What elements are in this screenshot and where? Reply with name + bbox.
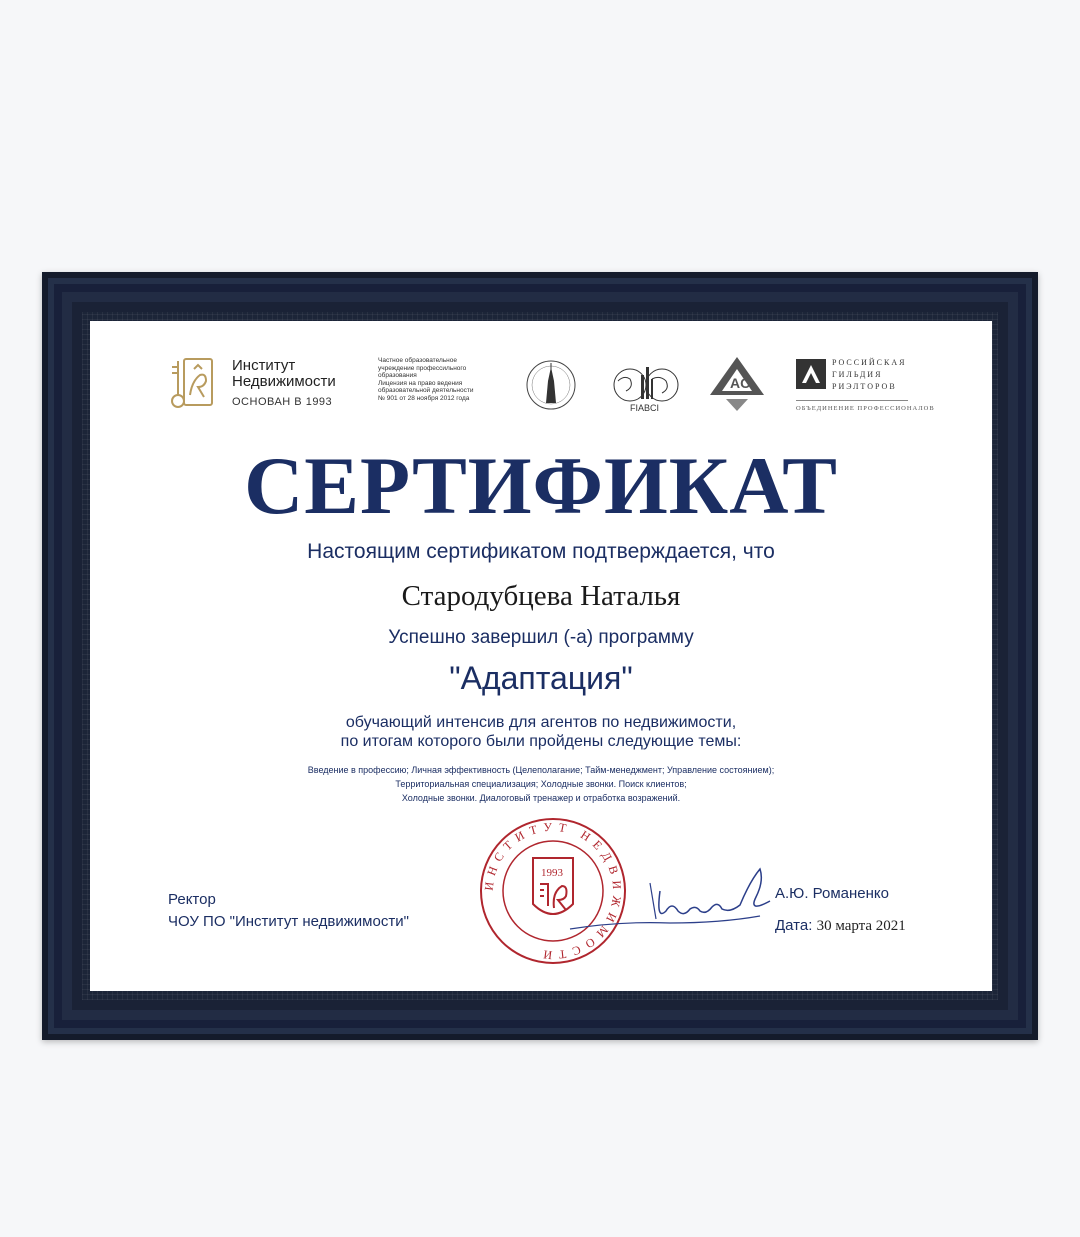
certificate-frame — [42, 272, 1038, 1040]
program-name: "Адаптация" — [449, 660, 633, 696]
completed-text: Успешно завершил (-а) программу — [388, 627, 694, 648]
certificate-title: СЕРТИФИКАТ — [244, 440, 838, 531]
fiabci-label: FIABCI — [630, 403, 660, 413]
svg-text:AC: AC — [730, 375, 751, 391]
rector-label: Ректор — [168, 891, 216, 908]
rgr-subtitle: ОБЪЕДИНЕНИЕ ПРОФЕССИОНАЛОВ — [796, 405, 935, 412]
rgr-name: РОССИЙСКАЯ ГИЛЬДИЯ РИЭЛТОРОВ — [832, 358, 907, 391]
confirm-text: Настоящим сертификатом подтверждается, что — [307, 540, 775, 563]
rector-name: А.Ю. Романенко — [775, 885, 889, 902]
academy-tower-logo-icon — [525, 359, 577, 411]
rector-signature-icon — [560, 861, 780, 941]
institute-founded: ОСНОВАН В 1993 — [232, 396, 333, 408]
rgr-logo-icon — [796, 359, 826, 393]
seal-year: 1993 — [541, 867, 563, 879]
date-row — [775, 917, 906, 935]
topics-list: Введение в профессию; Личная эффективность (Целеполагание; Тайм-менеджмент; Управление состоянием); Территориальная специализация; Холодные звонки. Поиск клиентов; Холодные звонки. Диалоговый тренажер и отработка возражений. — [307, 765, 775, 803]
institute-logo-icon — [168, 355, 216, 411]
rgr-divider — [796, 400, 908, 401]
institute-name: Институт Недвижимости — [232, 357, 336, 390]
program-description: обучающий интенсив для агентов по недвижимости, по итогам которого были пройдены следующие темы: — [340, 714, 742, 750]
certificate-sheet — [90, 321, 992, 991]
association-diamond-logo-icon — [708, 355, 766, 413]
date-label: Дата: — [775, 917, 813, 934]
recipient-name: Стародубцева Наталья — [401, 580, 681, 612]
license-text: Частное образовательное учреждение профессильного образования Лицензия на право ведения образовательной деятельности № 901 от 28 ноября 2012 года — [378, 357, 474, 402]
seal-text: ИНСТИТУТ НЕДВИЖИМОСТИ — [481, 819, 625, 963]
rector-organization: ЧОУ ПО "Институт недвижимости" — [168, 913, 409, 930]
date-value: 30 марта 2021 — [816, 918, 906, 934]
